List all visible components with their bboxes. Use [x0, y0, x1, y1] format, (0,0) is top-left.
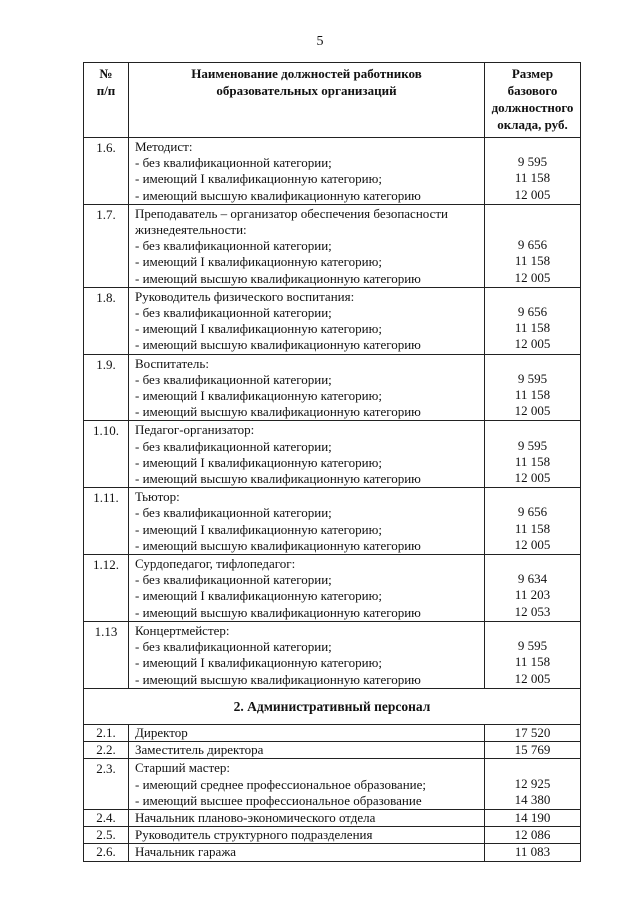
position-category: - имеющий I квалификационную категорию; [135, 171, 382, 187]
row-number: 1.11. [84, 488, 129, 555]
position-category: - имеющий I квалификационную категорию; [135, 454, 382, 470]
salary-value: 14 380 [514, 791, 551, 807]
table-row [84, 555, 581, 622]
position-cell [129, 204, 485, 287]
position-cell [129, 809, 485, 826]
salary-value: 12 005 [514, 536, 551, 552]
salary-spacer [489, 355, 576, 371]
position-cell [129, 621, 485, 688]
position-title: Концертмейстер: [135, 622, 230, 638]
position-title: жизнедеятельности: [135, 222, 247, 238]
salary-value: 12 005 [514, 269, 551, 285]
position-category: - имеющий I квалификационную категорию; [135, 321, 382, 337]
salary-spacer [489, 138, 576, 154]
position-cell [129, 421, 485, 488]
salary-value: 12 005 [514, 186, 551, 202]
row-number: 1.6. [84, 138, 129, 205]
position-cell [129, 844, 485, 861]
salary-value: 9 595 [517, 154, 548, 170]
salary-value: 11 158 [514, 520, 551, 536]
position-cell [129, 138, 485, 205]
header-number [84, 63, 129, 138]
row-number: 1.9. [84, 354, 129, 421]
position-category: - без квалификационной категории; [135, 639, 332, 655]
position-category: - без квалификационной категории; [135, 238, 332, 254]
position-title: Руководитель структурного подразделения [135, 827, 373, 843]
position-category: - имеющий среднее профессиональное образование; [135, 776, 426, 792]
salary-value: 12 925 [514, 775, 551, 791]
position-title: Воспитатель: [135, 355, 209, 371]
table-row [84, 354, 581, 421]
table-body [84, 138, 581, 862]
position-category: - без квалификационной категории; [135, 505, 332, 521]
salary-cell [485, 827, 581, 844]
salary-value: 12 053 [514, 603, 551, 619]
header-salary-line: Размер [511, 66, 554, 81]
position-cell [129, 742, 485, 759]
position-category: - без квалификационной категории; [135, 438, 332, 454]
salary-spacer [489, 488, 576, 504]
position-cell [129, 827, 485, 844]
position-category: - имеющий высшую квалификационную категорию [135, 604, 421, 620]
salary-value: 11 158 [514, 387, 551, 403]
header-position-name [129, 63, 485, 138]
position-title: Тьютор: [135, 489, 180, 505]
salary-spacer [489, 288, 576, 304]
section-row [84, 688, 581, 724]
position-title: Заместитель директора [135, 742, 264, 758]
salary-cell [485, 488, 581, 555]
salary-spacer [489, 221, 576, 237]
salary-value: 12 005 [514, 670, 551, 686]
header-number-line: № [99, 66, 113, 81]
table-row [84, 204, 581, 287]
salary-value: 11 203 [514, 587, 551, 603]
salary-cell [485, 204, 581, 287]
salary-value: 9 634 [517, 571, 548, 587]
row-number: 2.2. [84, 742, 129, 759]
salary-cell [485, 809, 581, 826]
position-title: Педагог-организатор: [135, 422, 255, 438]
position-title: Сурдопедагог, тифлопедагог: [135, 556, 296, 572]
header-number-line: п/п [96, 83, 116, 98]
salary-cell [485, 724, 581, 741]
position-category: - без квалификационной категории; [135, 572, 332, 588]
salary-value: 15 769 [514, 742, 551, 758]
salary-cell [485, 138, 581, 205]
salary-value: 9 656 [517, 237, 548, 253]
row-number: 1.13 [84, 621, 129, 688]
position-title: Методист: [135, 139, 193, 154]
header-salary-line: базового [507, 83, 558, 98]
salary-cell [485, 555, 581, 622]
salary-cell [485, 742, 581, 759]
table-row [84, 488, 581, 555]
salary-value: 14 190 [514, 809, 551, 825]
position-category: - имеющий I квалификационную категорию; [135, 254, 382, 270]
header-salary-line: должностного [491, 100, 574, 115]
position-cell [129, 724, 485, 741]
salary-spacer [489, 205, 576, 221]
salary-value: 12 005 [514, 336, 551, 352]
table-row [84, 724, 581, 741]
row-number: 2.4. [84, 809, 129, 826]
position-category: - имеющий высшую квалификационную категорию [135, 270, 421, 286]
table-row [84, 621, 581, 688]
position-category: - имеющий высшую квалификационную категорию [135, 671, 421, 687]
position-title: Руководитель физического воспитания: [135, 288, 355, 304]
row-number: 1.8. [84, 287, 129, 354]
table-row [84, 827, 581, 844]
table-row [84, 421, 581, 488]
salary-value: 11 158 [514, 170, 551, 186]
table-row [84, 844, 581, 861]
table-row [84, 759, 581, 810]
salary-value: 9 595 [517, 370, 548, 386]
position-title: Директор [135, 724, 188, 740]
table-row [84, 809, 581, 826]
position-category: - без квалификационной категории; [135, 305, 332, 321]
salary-spacer [489, 555, 576, 571]
position-category: - имеющий I квалификационную категорию; [135, 655, 382, 671]
header-salary [485, 63, 581, 138]
position-category: - имеющий высшую квалификационную категорию [135, 537, 421, 553]
salary-cell [485, 421, 581, 488]
position-cell [129, 555, 485, 622]
page-number: 5 [316, 34, 324, 49]
salary-value: 9 595 [517, 638, 548, 654]
position-category: - без квалификационной категории; [135, 155, 332, 171]
row-number: 1.10. [84, 421, 129, 488]
header-salary-line: оклада, руб. [497, 117, 568, 132]
salary-table [83, 62, 581, 862]
salary-value: 17 520 [514, 724, 551, 740]
salary-value: 12 005 [514, 403, 551, 419]
salary-value: 11 158 [514, 253, 551, 269]
salary-value: 9 595 [517, 437, 548, 453]
position-title: Преподаватель – организатор обеспечения безопасности [135, 205, 449, 221]
salary-spacer [489, 759, 576, 775]
salary-value: 11 083 [514, 844, 551, 860]
position-category: - без квалификационной категории; [135, 371, 332, 387]
salary-value: 12 086 [514, 827, 551, 843]
position-category: - имеющий высшее профессиональное образование [135, 792, 422, 808]
salary-cell [485, 354, 581, 421]
salary-value: 12 005 [514, 470, 551, 486]
position-category: - имеющий I квалификационную категорию; [135, 388, 382, 404]
position-category: - имеющий высшую квалификационную категорию [135, 187, 421, 203]
salary-cell [485, 287, 581, 354]
salary-cell [485, 621, 581, 688]
position-category: - имеющий I квалификационную категорию; [135, 588, 382, 604]
row-number: 2.3. [84, 759, 129, 810]
position-category: - имеющий высшую квалификационную категорию [135, 471, 421, 487]
table-header-row [84, 63, 581, 138]
row-number: 2.6. [84, 844, 129, 861]
position-title: Начальник гаража [135, 844, 237, 860]
position-title: Старший мастер: [135, 760, 231, 776]
salary-value: 11 158 [514, 320, 551, 336]
salary-value: 9 656 [517, 304, 548, 320]
section-title: 2. Административный персонал [84, 688, 581, 724]
position-cell [129, 287, 485, 354]
row-number: 1.7. [84, 204, 129, 287]
position-cell [129, 354, 485, 421]
table-row [84, 138, 581, 205]
position-cell [129, 488, 485, 555]
position-cell [129, 759, 485, 810]
header-name-line: образовательных организаций [216, 83, 397, 98]
table-row [84, 287, 581, 354]
salary-spacer [489, 421, 576, 437]
row-number: 2.1. [84, 724, 129, 741]
salary-value: 11 158 [514, 654, 551, 670]
salary-value: 11 158 [514, 453, 551, 469]
row-number: 2.5. [84, 827, 129, 844]
header-name-line: Наименование должностей работников [191, 66, 422, 81]
salary-value: 9 656 [517, 504, 548, 520]
salary-spacer [489, 622, 576, 638]
position-category: - имеющий высшую квалификационную категорию [135, 337, 421, 353]
position-title: Начальник планово-экономического отдела [135, 809, 376, 825]
salary-cell [485, 759, 581, 810]
salary-cell [485, 844, 581, 861]
position-category: - имеющий высшую квалификационную категорию [135, 404, 421, 420]
row-number: 1.12. [84, 555, 129, 622]
position-category: - имеющий I квалификационную категорию; [135, 521, 382, 537]
table-row [84, 742, 581, 759]
